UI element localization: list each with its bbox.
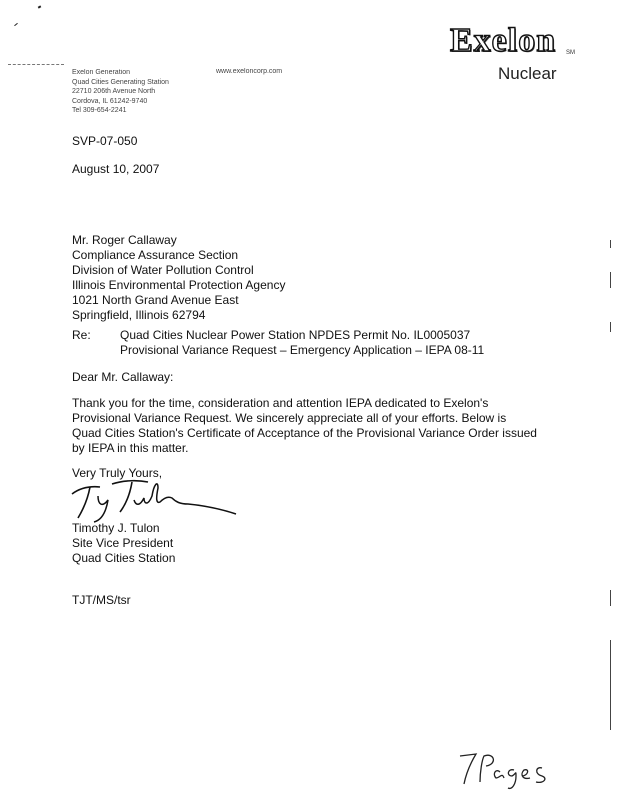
signer-title: Site Vice President: [72, 536, 174, 550]
recipient-line: Division of Water Pollution Control: [72, 263, 254, 277]
address-line: Cordova, IL 61242-9740: [72, 97, 148, 105]
letter-date: August 10, 2007: [72, 162, 160, 176]
typist-initials: TJT/MS/tsr: [72, 593, 131, 607]
body-line: Provisional Variance Request. We sincerely appreciate all of your efforts. Below is: [72, 411, 507, 425]
address-line: Exelon Generation: [72, 69, 130, 76]
recipient-line: 1021 North Grand Avenue East: [72, 293, 239, 307]
recipient-line: Springfield, Illinois 62794: [72, 308, 206, 322]
body-line: Quad Cities Station's Certificate of Acceptance of the Provisional Variance Order issued: [72, 426, 537, 440]
scan-speck: [14, 23, 18, 26]
recipient-line: Compliance Assurance Section: [72, 248, 239, 262]
scan-edge-mark: [610, 590, 611, 606]
exelon-logo: Exelon: [450, 22, 557, 59]
body-line: Thank you for the time, consideration and attention IEPA dedicated to Exelon's: [72, 396, 489, 410]
logo-division: Nuclear: [498, 64, 557, 83]
page-count-annotation: [454, 748, 564, 792]
closing: Very Truly Yours,: [72, 466, 163, 480]
subject-label: Re:: [72, 328, 91, 342]
scan-edge-mark: [610, 640, 611, 730]
letterhead-address: [72, 68, 169, 116]
body-line: by IEPA in this matter.: [72, 441, 189, 455]
signer-station: Quad Cities Station: [72, 551, 176, 565]
header-rule: [8, 64, 64, 65]
address-line: Tel 309-654-2241: [72, 107, 127, 114]
logo-trademark: SM: [566, 50, 575, 56]
signer-name: Timothy J. Tulon: [72, 521, 160, 535]
signature: [68, 474, 238, 524]
address-line: 22710 206th Avenue North: [72, 88, 156, 95]
recipient-name: Mr. Roger Callaway: [72, 233, 177, 247]
reference-number: SVP-07-050: [72, 134, 138, 148]
salutation: Dear Mr. Callaway:: [72, 370, 174, 384]
subject-lines: [120, 328, 484, 358]
recipient-block: [72, 233, 285, 323]
address-line: Quad Cities Generating Station: [72, 78, 169, 86]
letterhead-website: www.exeloncorp.com: [216, 68, 283, 75]
scan-edge-mark: [610, 322, 611, 332]
body-paragraph: [72, 396, 537, 456]
scan-edge-mark: [610, 240, 611, 248]
subject-line: Quad Cities Nuclear Power Station NPDES Permit No. IL0005037: [120, 328, 471, 342]
scan-speck: [38, 5, 42, 8]
scan-edge-mark: [610, 272, 611, 288]
recipient-line: Illinois Environmental Protection Agency: [72, 278, 286, 292]
subject-line: Provisional Variance Request – Emergency Application – IEPA 08-11: [120, 343, 485, 357]
signer-block: [72, 521, 175, 566]
